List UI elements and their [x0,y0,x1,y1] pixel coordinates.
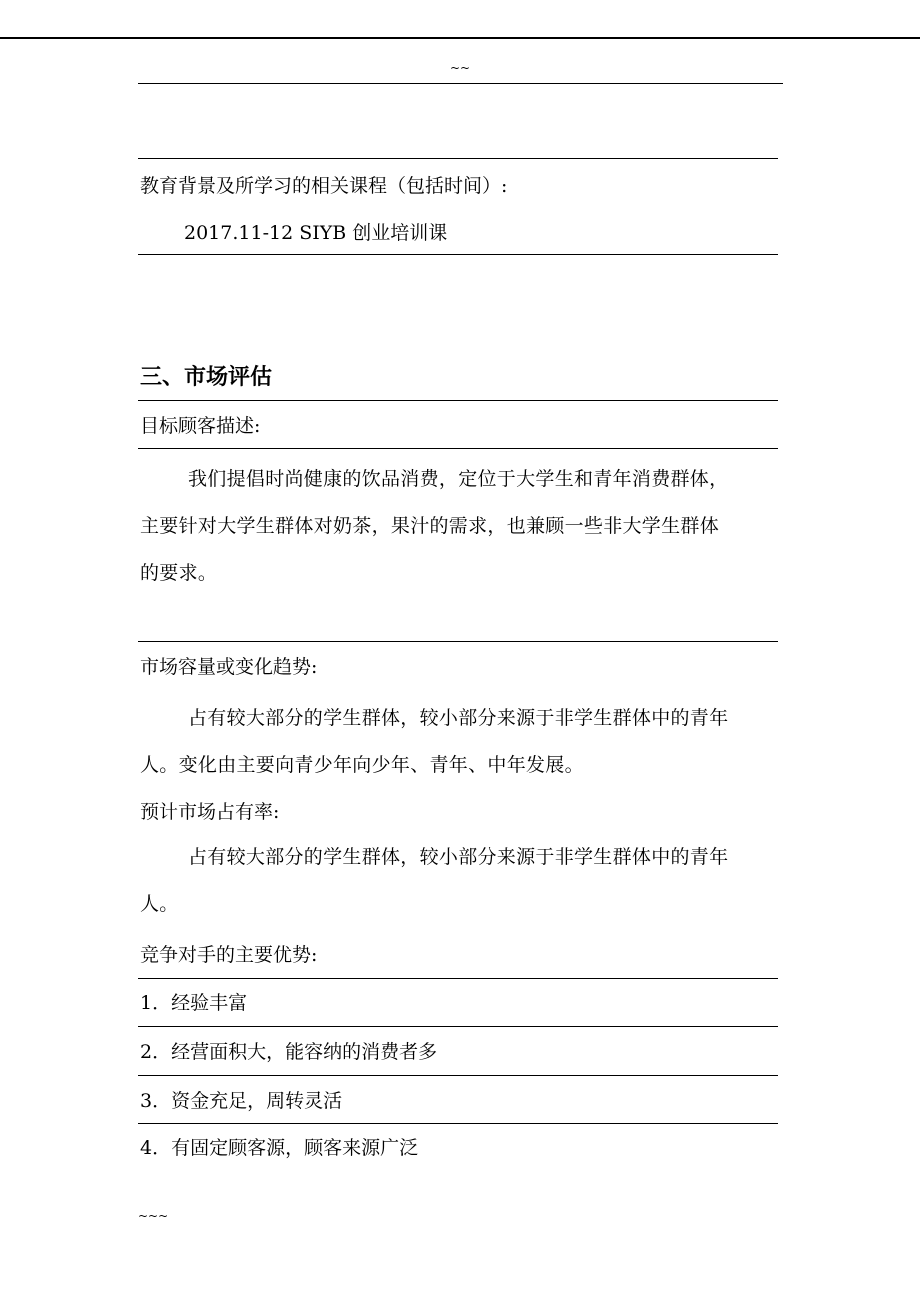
education-label: 教育背景及所学习的相关课程（包括时间）: [140,175,508,197]
education-top-rule [138,158,778,159]
competitor-item-2: 2．经营面积大，能容纳的消费者多 [140,1041,438,1063]
competitor-item-1: 1．经验丰富 [140,992,248,1014]
competitors-label-rule [138,978,778,979]
section-title: 三、市场评估 [140,364,273,390]
target-label-rule [138,448,778,449]
competitor-item-1-rule [138,1026,778,1027]
competitor-item-4: 4．有固定顾客源，顾客来源广泛 [140,1137,419,1159]
capacity-line-2: 人。变化由主要向青少年向少年、青年、中年发展。 [140,754,584,776]
capacity-label: 市场容量或变化趋势: [140,656,318,678]
target-line-2: 主要针对大学生群体对奶茶，果汁的需求，也兼顾一些非大学生群体 [140,515,720,537]
education-course: 2017.11-12 SIYB 创业培训课 [184,222,448,244]
page-top-border [0,37,920,39]
target-label: 目标顾客描述: [140,415,261,437]
competitor-item-2-rule [138,1075,778,1076]
footer-marker: ~~~ [138,1209,169,1223]
share-line-1: 占有较大部分的学生群体，较小部分来源于非学生群体中的青年 [188,846,729,868]
section-title-rule [138,400,778,401]
education-bottom-rule [138,254,778,255]
target-line-1: 我们提倡时尚健康的饮品消费，定位于大学生和青年消费群体， [188,468,729,490]
header-line [138,83,783,84]
share-label: 预计市场占有率: [140,801,280,823]
competitor-item-3: 3．资金充足，周转灵活 [140,1090,343,1112]
competitor-item-3-rule [138,1123,778,1124]
capacity-top-rule [138,641,778,642]
competitors-label: 竞争对手的主要优势: [140,944,318,966]
capacity-description [140,695,790,789]
header-marker: ~~ [449,61,471,75]
target-description [140,456,790,597]
target-line-3: 的要求。 [140,562,218,584]
share-line-2: 人。 [140,893,179,915]
capacity-line-1: 占有较大部分的学生群体，较小部分来源于非学生群体中的青年 [188,707,729,729]
share-description [140,834,790,928]
